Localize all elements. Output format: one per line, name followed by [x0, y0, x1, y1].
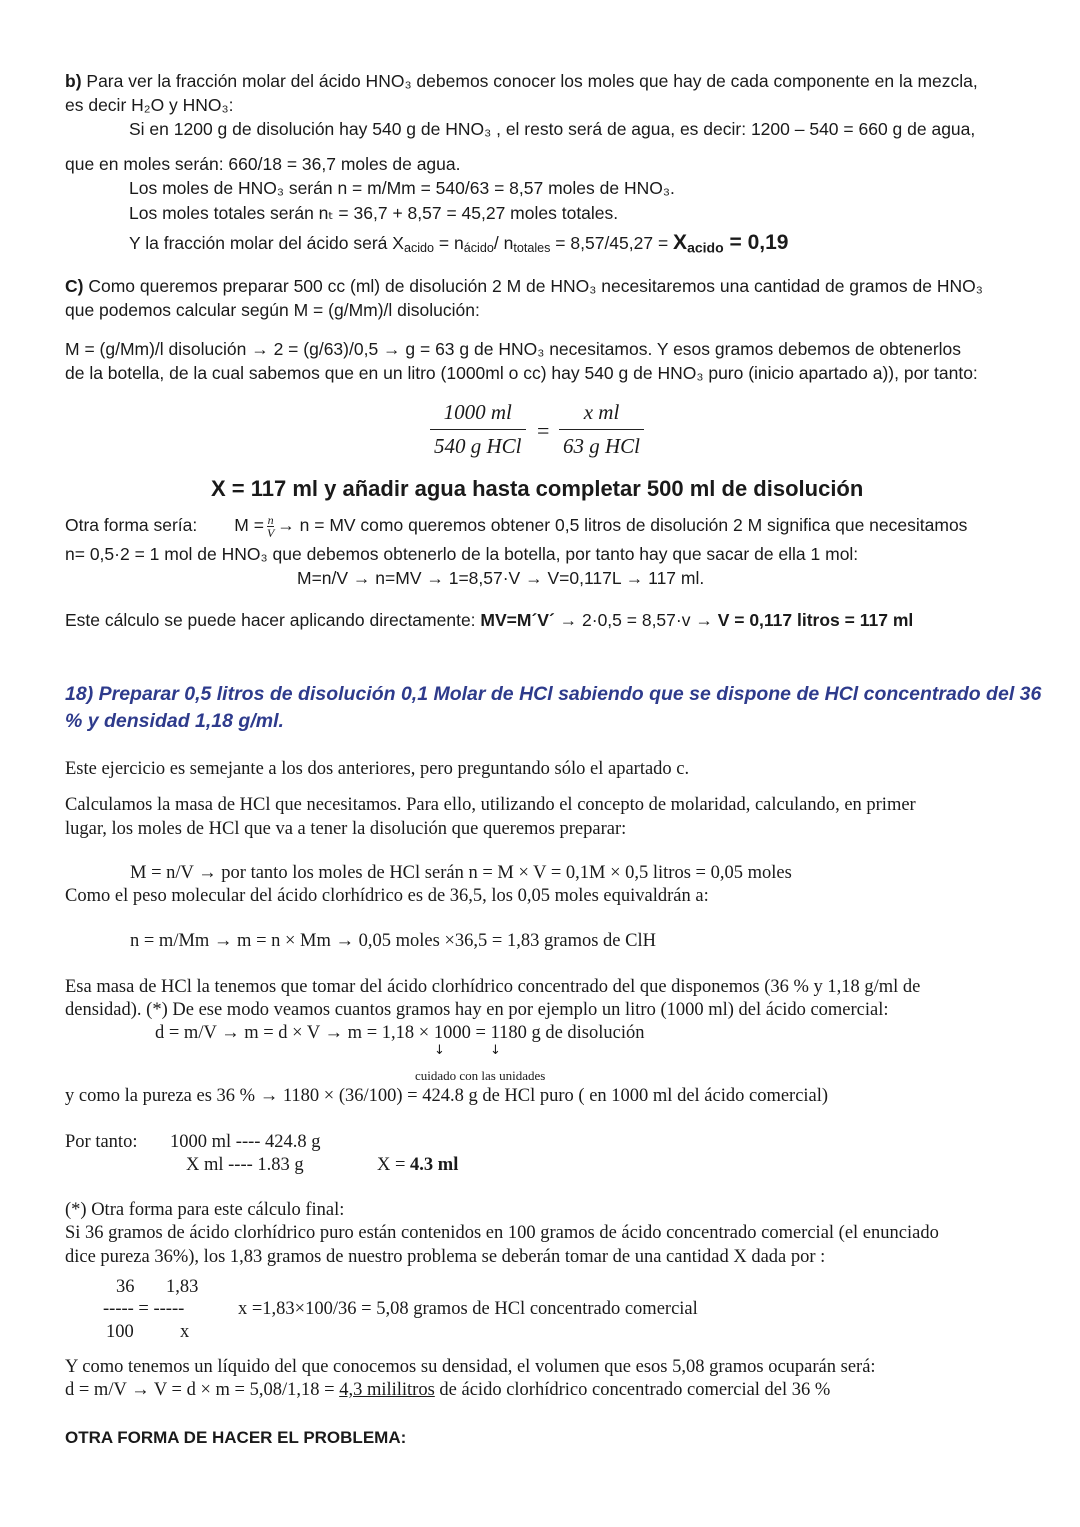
fraction-right-numerator: x ml: [583, 400, 620, 424]
final-line-1: Y como tenemos un líquido del que conocemos su densidad, el volumen que esos 5,08 gramos ocuparán será:: [65, 1357, 876, 1377]
n-over-v-fraction: $\frac{n}{V}$: [266, 513, 275, 540]
molar-fraction-result: = 0,19: [723, 231, 789, 254]
part-c-line-1: C) Como queremos preparar 500 cc (ml) de disolución 2 M de HNO₃ necesitaremos una cantidad de gramos de HNO₃: [65, 276, 983, 296]
proportion-row-2: X ml ---- 1.83 g: [186, 1155, 304, 1175]
part-c-line-6: M=n/V → n=MV → 1=8,57·V → V=0,117L → 117 ml.: [297, 568, 705, 588]
part-c-line-5: n= 0,5·2 = 1 mol de HNO₃ que debemos obtenerlo de la botella, por tanto hay que sacar de ella 1 mol:: [65, 544, 859, 564]
part-b-line-1: [65, 71, 978, 92]
part-b-line-6: Los moles totales serán nₜ = 36,7 + 8,57 = 45,27 moles totales.: [129, 203, 619, 223]
part-c-line-4: de la botella, de la cual sabemos que en un litro (1000ml o cc) hay 540 g de HNO₃ puro (inicio apartado a)), por tanto:: [65, 363, 978, 383]
exercise-18-title-line-2: % y densidad 1,18 g/ml.: [65, 710, 284, 732]
part-b-line-2: es decir H₂O y HNO₃:: [65, 95, 234, 115]
ex18-paragraph-5b: densidad). (*) De ese modo veamos cuantos gramos hay en por ejemplo un litro (1000 ml) del ácido comercial:: [65, 1000, 889, 1020]
otra-forma-heading: OTRA FORMA DE HACER EL PROBLEMA:: [65, 1428, 407, 1447]
ex18-paragraph-2b: lugar, los moles de HCl que va a tener la disolución que queremos preparar:: [65, 819, 627, 839]
part-b-line-7: Y la fracción molar del ácido será $X_{acido} = n_{ácido}/$ $n_{totales} = 8,57/45,27 = X_{acido} = 0,19$: [129, 231, 789, 256]
part-b-line-4: que en moles serán: 660/18 = 36,7 moles de agua.: [65, 154, 461, 174]
part-c-label: C): [65, 276, 84, 296]
final-line-2: d = m/V → V = d × m = 5,08/1,18 = 4,3 mililitros de ácido clorhídrico concentrado comercial del 36 %: [65, 1380, 831, 1400]
proportion-row-1: 1000 ml ---- 424.8 g: [170, 1132, 321, 1152]
fraction-left: [430, 400, 526, 459]
ex18-paragraph-4: n = m/Mm → m = n × Mm → 0,05 moles ×36,5 = 1,83 gramos de ClH: [130, 931, 656, 951]
otra-forma-line-3: dice pureza 36%), los 1,83 gramos de nuestro problema se deberán tomar de una cantidad X dada por :: [65, 1247, 826, 1267]
otra-forma-line-2: Si 36 gramos de ácido clorhídrico puro están contenidos en 100 gramos de ácido concentrado comercial (el enunciado: [65, 1223, 939, 1243]
part-b-line-3: Si en 1200 g de disolución hay 540 g de HNO₃ , el resto será de agua, es decir: 1200 – 540 = 660 g de agua,: [129, 119, 976, 139]
ratio-36: 36: [116, 1277, 135, 1297]
units-note: cuidado con las unidades: [415, 1068, 546, 1083]
ex18-paragraph-5c: d = m/V → m = d × V → m = 1,18 × 1000 = 1180 g de disolución: [155, 1023, 645, 1043]
part-b-label: b): [65, 71, 82, 91]
equals-sign: =: [537, 418, 550, 443]
proportion-result: X = 4.3 ml: [377, 1155, 459, 1175]
ex18-paragraph-2a: Calculamos la masa de HCl que necesitamos. Para ello, utilizando el concepto de molaridad, calculando, en primer: [65, 795, 916, 815]
part-c-line-7: Este cálculo se puede hacer aplicando directamente: MV=M´V´ → 2·0,5 = 8,57·v → V = 0,117 litros = 117 ml: [65, 610, 914, 630]
down-arrow-icon: ↓: [434, 1043, 445, 1058]
part-b-line-5: Los moles de HNO₃ serán n = m/Mm = 540/63 = 8,57 moles de HNO₃.: [129, 178, 675, 198]
otra-forma-line-1: (*) Otra forma para este cálculo final:: [65, 1200, 345, 1220]
ratio-x: x: [180, 1322, 190, 1342]
ratio-183: 1,83: [166, 1277, 199, 1297]
fraction-left-denominator: 540 g HCl: [430, 429, 526, 459]
ex18-paragraph-5a: Esa masa de HCl la tenemos que tomar del ácido clorhídrico concentrado del que disponemos (36 % y 1,18 g/ml de: [65, 977, 921, 997]
ratio-result: x =1,83×100/36 = 5,08 gramos de HCl concentrado comercial: [238, 1299, 698, 1319]
ex18-paragraph-6: y como la pureza es 36 % → 1180 × (36/100) = 424.8 g de HCl puro ( en 1000 ml del ácido comercial): [65, 1086, 829, 1106]
down-arrow-icon: ↓: [490, 1043, 501, 1058]
por-tanto-label: Por tanto:: [65, 1132, 138, 1152]
ex18-paragraph-1: Este ejercicio es semejante a los dos anteriores, pero preguntando sólo el apartado c.: [65, 759, 690, 779]
part-b-text-1: Para ver la fracción molar del ácido HNO₃ debemos conocer los moles que hay de cada componente en la mezcla,: [86, 71, 978, 91]
ratio-100: 100: [106, 1322, 134, 1342]
part-c-line-3: M = (g/Mm)/l disolución → 2 = (g/63)/0,5 → g = 63 g de HNO₃ necesitamos. Y esos gramos debemos de obtenerlos: [65, 339, 962, 359]
fraction-right-denominator: 63 g HCl: [559, 429, 644, 459]
part-c-result: X = 117 ml y añadir agua hasta completar 500 ml de disolución: [211, 476, 864, 501]
ex18-paragraph-3b: Como el peso molecular del ácido clorhídrico es de 36,5, los 0,05 moles equivaldrán a:: [65, 886, 709, 906]
fraction-right: [559, 400, 644, 459]
ex18-paragraph-3a: M = n/V → por tanto los moles de HCl serán n = M × V = 0,1M × 0,5 litros = 0,05 moles: [130, 863, 792, 883]
ratio-dashes: ----- = -----: [103, 1299, 185, 1319]
part-c-line-2: que podemos calcular según M = (g/Mm)/l disolución:: [65, 300, 480, 320]
part-c-otra-forma: Otra forma sería: M = $\frac{n}{V}$ → n = MV como queremos obtener 0,5 litros de disolución 2 M significa que necesitamos: [65, 513, 968, 540]
exercise-18-title-line-1: 18) Preparar 0,5 litros de disolución 0,1 Molar de HCl sabiendo que se dispone de HCl concentrado del 36: [65, 683, 1042, 705]
fraction-left-numerator: 1000 ml: [443, 400, 512, 424]
